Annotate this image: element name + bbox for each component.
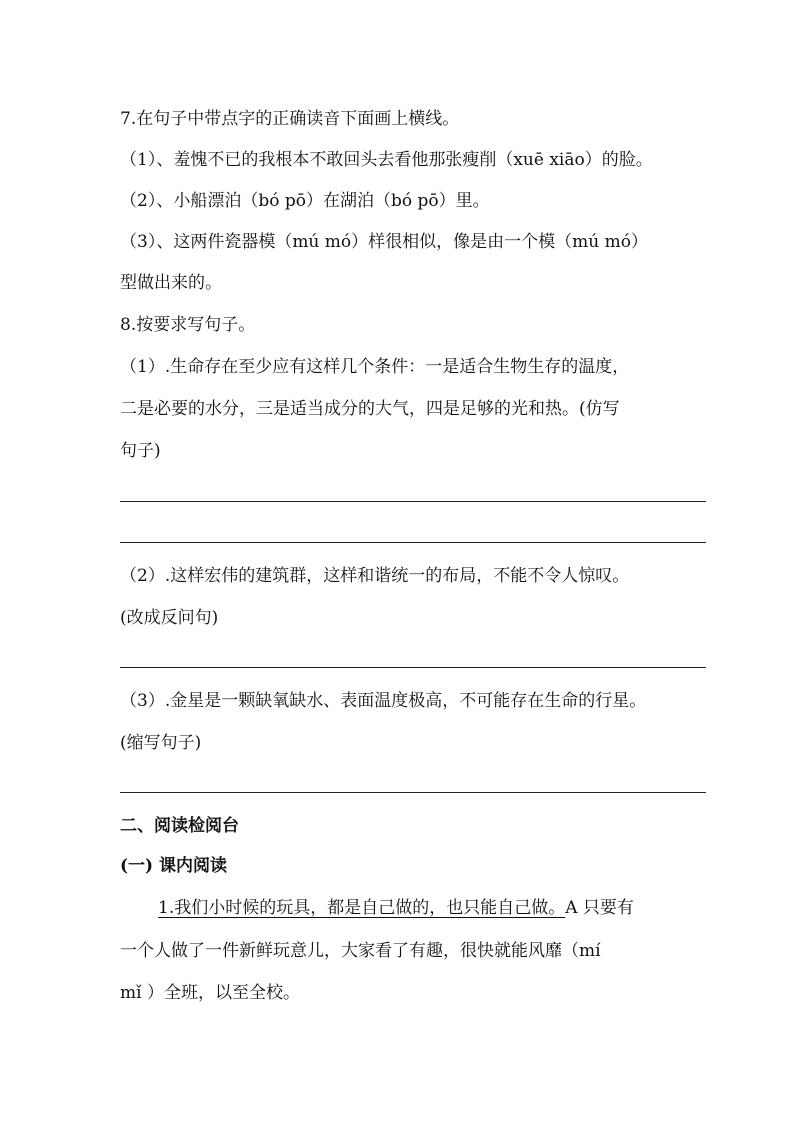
answer-line-2[interactable] — [120, 542, 706, 543]
q8-item-1-line-3: 句子) — [120, 441, 161, 461]
reading-paragraph-line-2: 一个人做了一件新鲜玩意儿，大家看了有趣，很快就能风靡（mí — [120, 941, 601, 961]
q8-item-1-line-2: 二是必要的水分，三是适当成分的大气，四是足够的光和热。(仿写 — [120, 399, 620, 419]
q8-item-2-line-1: （2）.这样宏伟的建筑群，这样和谐统一的布局，不能不令人惊叹。 — [120, 566, 630, 586]
paragraph-continuation: A 只要有 — [565, 898, 634, 918]
section-2-heading: 二、阅读检阅台 — [120, 816, 239, 836]
q8-title: 8.按要求写句子。 — [120, 315, 256, 335]
answer-line-1[interactable] — [120, 501, 706, 502]
q8-item-2-line-2: (改成反问句) — [120, 608, 219, 628]
q8-item-3-line-2: (缩写句子) — [120, 733, 202, 753]
reading-paragraph-line-1 — [158, 897, 634, 919]
section-2-subheading: (一) 课内阅读 — [120, 856, 228, 876]
q7-item-3-line-2: 型做出来的。 — [120, 273, 222, 293]
q7-item-2: （2）、小船漂泊（bó pō）在湖泊（bó pō）里。 — [120, 191, 490, 211]
answer-line-4[interactable] — [120, 792, 706, 793]
answer-line-3[interactable] — [120, 667, 706, 668]
q8-item-3-line-1: （3）.金星是一颗缺氧缺水、表面温度极高，不可能存在生命的行星。 — [120, 691, 647, 711]
q7-title: 7.在句子中带点字的正确读音下面画上横线。 — [120, 109, 460, 129]
reading-paragraph-line-3: mǐ ）全班，以至全校。 — [120, 983, 300, 1003]
q7-item-1: （1）、羞愧不已的我根本不敢回头去看他那张瘦削（xuē xiāo）的脸。 — [120, 150, 653, 170]
underlined-sentence: 1.我们小时候的玩具，都是自己做的，也只能自己做。 — [158, 898, 566, 918]
q8-item-1-line-1: （1）.生命存在至少应有这样几个条件：一是适合生物生存的温度， — [120, 357, 630, 377]
q7-item-3-line-1: （3）、这两件瓷器模（mú mó）样很相似，像是由一个模（mú mó） — [120, 232, 648, 252]
